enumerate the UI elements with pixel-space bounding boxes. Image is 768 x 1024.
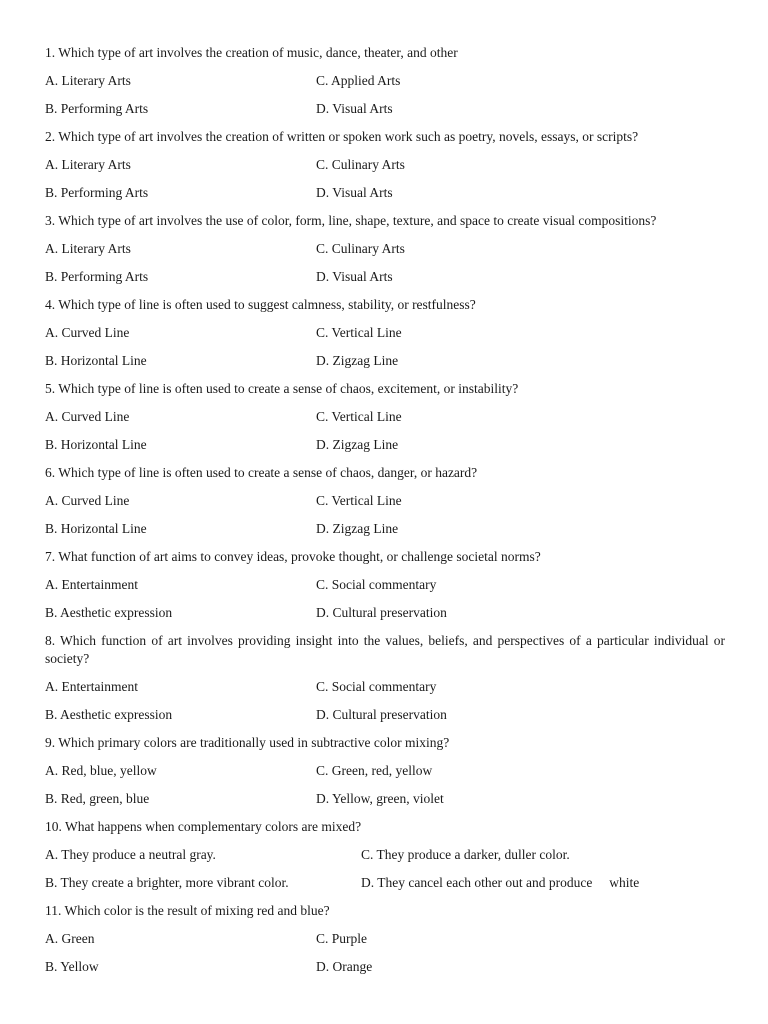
- question-text: 5. Which type of line is often used to create a sense of chaos, excitement, or instability?: [45, 381, 519, 396]
- option-c: C. Culinary Arts: [316, 241, 405, 256]
- option-b: B. Performing Arts: [45, 269, 149, 284]
- option-a: A. Curved Line: [45, 325, 130, 340]
- option-row: [45, 790, 725, 808]
- option-a: A. Literary Arts: [45, 241, 131, 256]
- quiz-document: [45, 44, 725, 986]
- option-b: B. Aesthetic expression: [45, 605, 173, 620]
- question-1: [45, 44, 725, 118]
- option-a: A. Curved Line: [45, 409, 130, 424]
- question-text: 7. What function of art aims to convey ideas, provoke thought, or challenge societal norms?: [45, 549, 541, 564]
- option-row: [45, 100, 725, 118]
- question-7: [45, 548, 725, 622]
- option-d: D. Zigzag Line: [316, 353, 399, 368]
- question-3: [45, 212, 725, 286]
- question-text: 10. What happens when complementary colors are mixed?: [45, 819, 362, 834]
- option-a: A. Entertainment: [45, 577, 138, 592]
- option-row: [45, 930, 725, 948]
- option-c: C. Social commentary: [316, 679, 437, 694]
- option-row: [45, 576, 725, 594]
- option-row: [45, 436, 725, 454]
- option-c: C. Purple: [316, 931, 368, 946]
- option-b: B. Yellow: [45, 959, 99, 974]
- option-a: A. Literary Arts: [45, 73, 131, 88]
- option-b: B. Aesthetic expression: [45, 707, 173, 722]
- option-row: [45, 520, 725, 538]
- option-c: C. They produce a darker, duller color.: [361, 847, 570, 862]
- option-b: B. Horizontal Line: [45, 521, 147, 536]
- option-a: A. Green: [45, 931, 95, 946]
- option-d: D. Zigzag Line: [316, 437, 399, 452]
- question-text: 2. Which type of art involves the creation of written or spoken work such as poetry, novels, essays, or scripts?: [45, 129, 639, 144]
- option-a: A. They produce a neutral gray.: [45, 847, 216, 862]
- question-2: [45, 128, 725, 202]
- option-a: A. Literary Arts: [45, 157, 131, 172]
- option-c: C. Vertical Line: [316, 325, 402, 340]
- option-a: A. Curved Line: [45, 493, 130, 508]
- option-row: [45, 706, 725, 724]
- option-row: [45, 604, 725, 622]
- option-row: [45, 492, 725, 510]
- question-text: 9. Which primary colors are traditionally used in subtractive color mixing?: [45, 735, 450, 750]
- option-c: C. Culinary Arts: [316, 157, 405, 172]
- question-10: [45, 818, 725, 892]
- option-b: B. They create a brighter, more vibrant color.: [45, 875, 289, 890]
- option-row: [45, 846, 725, 864]
- option-row: [45, 240, 725, 258]
- option-b: B. Performing Arts: [45, 185, 149, 200]
- option-row: [45, 762, 725, 780]
- option-c: C. Vertical Line: [316, 493, 402, 508]
- question-text: 6. Which type of line is often used to create a sense of chaos, danger, or hazard?: [45, 465, 478, 480]
- question-4: [45, 296, 725, 370]
- option-a: A. Red, blue, yellow: [45, 763, 157, 778]
- question-text: 4. Which type of line is often used to suggest calmness, stability, or restfulness?: [45, 297, 476, 312]
- question-8: [45, 632, 725, 724]
- question-5: [45, 380, 725, 454]
- option-d: D. Visual Arts: [316, 269, 393, 284]
- option-c: C. Green, red, yellow: [316, 763, 433, 778]
- option-row: [45, 678, 725, 696]
- option-row: [45, 408, 725, 426]
- option-row: [45, 874, 725, 892]
- option-row: [45, 352, 725, 370]
- option-row: [45, 324, 725, 342]
- question-text: 1. Which type of art involves the creation of music, dance, theater, and other: [45, 45, 458, 60]
- option-b: B. Horizontal Line: [45, 353, 147, 368]
- option-row: [45, 958, 725, 976]
- option-b: B. Performing Arts: [45, 101, 149, 116]
- question-11: [45, 902, 725, 976]
- option-c: C. Applied Arts: [316, 73, 401, 88]
- option-d: D. Cultural preservation: [316, 707, 447, 722]
- option-c: C. Vertical Line: [316, 409, 402, 424]
- question-9: [45, 734, 725, 808]
- option-a: A. Entertainment: [45, 679, 138, 694]
- option-d: D. They cancel each other out and produce white: [361, 875, 640, 890]
- question-text: 8. Which function of art involves providing insight into the values, beliefs, and perspectives of a particular individual or society?: [45, 633, 725, 666]
- option-row: [45, 156, 725, 174]
- option-row: [45, 268, 725, 286]
- option-d: D. Orange: [316, 959, 373, 974]
- option-b: B. Horizontal Line: [45, 437, 147, 452]
- option-d: D. Zigzag Line: [316, 521, 399, 536]
- question-6: [45, 464, 725, 538]
- question-text: 3. Which type of art involves the use of color, form, line, shape, texture, and space to create visual compositions?: [45, 213, 657, 228]
- option-d: D. Visual Arts: [316, 185, 393, 200]
- option-d: D. Cultural preservation: [316, 605, 447, 620]
- option-row: [45, 184, 725, 202]
- option-row: [45, 72, 725, 90]
- option-b: B. Red, green, blue: [45, 791, 150, 806]
- option-d: D. Visual Arts: [316, 101, 393, 116]
- question-text: 11. Which color is the result of mixing red and blue?: [45, 903, 330, 918]
- option-c: C. Social commentary: [316, 577, 437, 592]
- option-d: D. Yellow, green, violet: [316, 791, 444, 806]
